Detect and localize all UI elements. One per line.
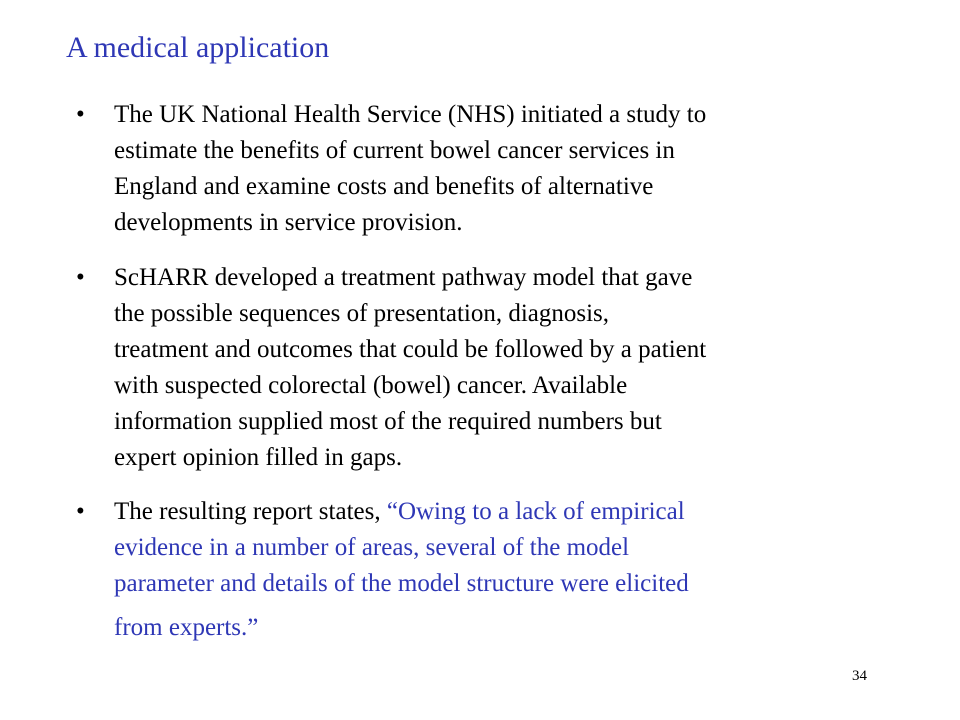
text-line: information supplied most of the required numbers but (114, 408, 662, 435)
text-line: with suspected colorectal (bowel) cancer. Available (114, 372, 628, 399)
report-quote-line: parameter and details of the model structure were elicited (114, 570, 689, 597)
text-line: treatment and outcomes that could be followed by a patient (114, 336, 707, 363)
text-line: ScHARR developed a treatment pathway model that gave (114, 264, 693, 291)
slide-number: 34 (852, 668, 867, 684)
text-line: The UK National Health Service (NHS) initiated a study to (114, 101, 707, 128)
bullet-text (114, 494, 874, 646)
bullet-point-icon: • (76, 264, 85, 291)
text-line: expert opinion filled in gaps. (114, 444, 403, 471)
report-quote-line: evidence in a number of areas, several of the model (114, 534, 630, 561)
report-quote-line: from experts.” (114, 614, 259, 641)
bullet-point-icon: • (76, 101, 85, 128)
text-line: developments in service provision. (114, 209, 463, 236)
bullet-text (114, 260, 874, 476)
slide-title: A medical application (66, 31, 330, 64)
report-quote: “Owing to a lack of empirical (386, 498, 685, 525)
bullet-point-icon: • (76, 498, 85, 525)
text-line: estimate the benefits of current bowel cancer services in (114, 137, 675, 164)
text-line: the possible sequences of presentation, diagnosis, (114, 300, 610, 327)
quote-intro: The resulting report states, (114, 498, 387, 525)
text-line (114, 494, 874, 530)
text-line: England and examine costs and benefits of alternative (114, 173, 654, 200)
bullet-text (114, 97, 874, 241)
